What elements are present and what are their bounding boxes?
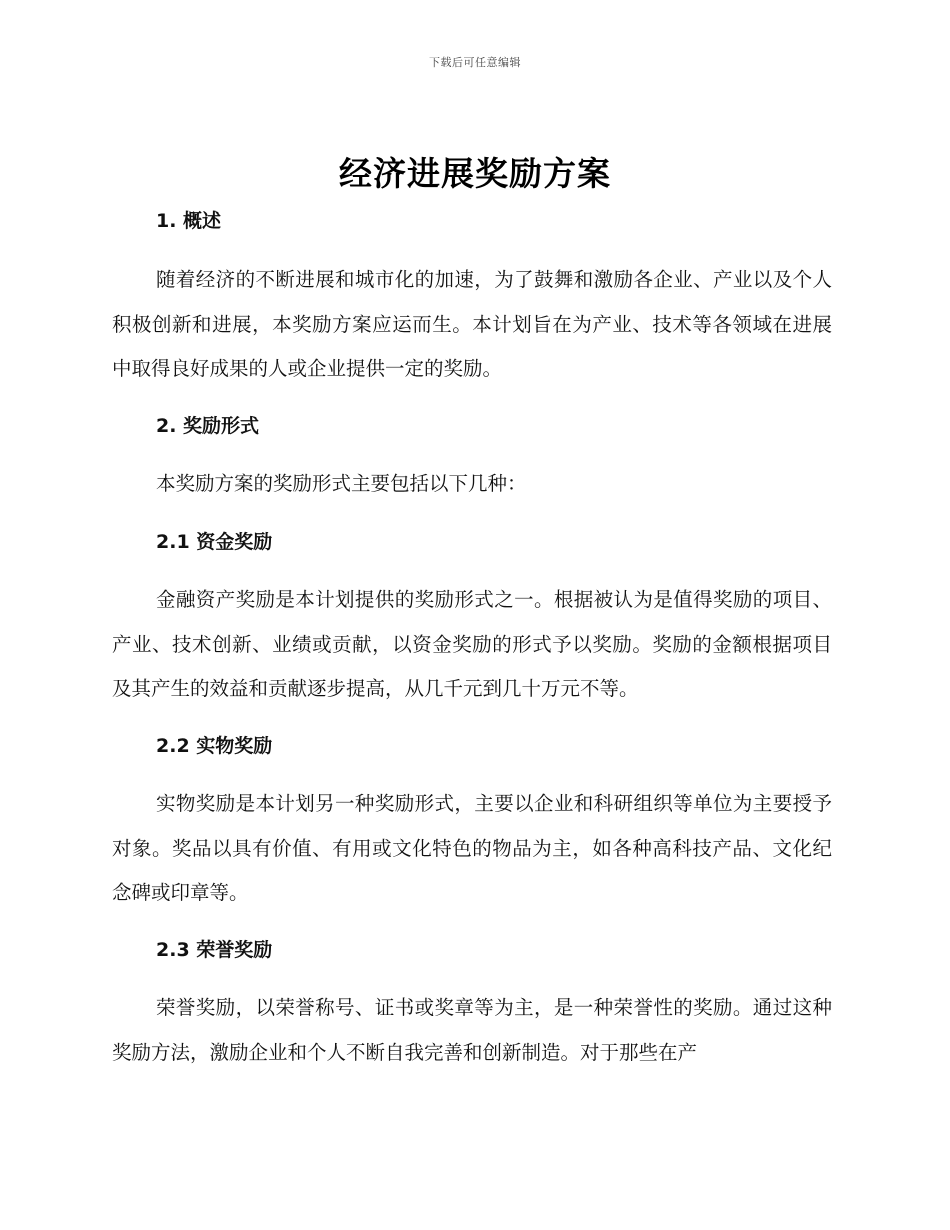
section-heading-material-reward: 2.2 实物奖励 xyxy=(156,735,273,757)
section-paragraph-honor-reward: 荣誉奖励，以荣誉称号、证书或奖章等为主，是一种荣誉性的奖励。通过这种奖励方法，激励企业和个人不断自我完善和创新制造。对于那些在产 xyxy=(112,996,832,1064)
section-paragraph-reward-forms: 本奖励方案的奖励形式主要包括以下几种： xyxy=(156,472,527,495)
section-heading-overview: 1. 概述 xyxy=(156,210,222,232)
section-paragraph-material-reward: 实物奖励是本计划另一种奖励形式，主要以企业和科研组织等单位为主要授予对象。奖品以具有价值、有用或文化特色的物品为主，如各种高科技产品、文化纪念碑或印章等。 xyxy=(112,792,832,904)
document-title: 经济进展奖励方案 xyxy=(339,154,611,193)
section-heading-reward-forms: 2. 奖励形式 xyxy=(156,415,260,437)
page-header-note: 下载后可任意编辑 xyxy=(429,56,521,69)
section-heading-cash-reward: 2.1 资金奖励 xyxy=(156,531,273,553)
section-paragraph-cash-reward: 金融资产奖励是本计划提供的奖励形式之一。根据被认为是值得奖励的项目、产业、技术创新、业绩或贡献，以资金奖励的形式予以奖励。奖励的金额根据项目及其产生的效益和贡献逐步提高，从几千元到几十万元不等。 xyxy=(112,588,832,700)
section-heading-honor-reward: 2.3 荣誉奖励 xyxy=(156,939,273,961)
section-paragraph-overview: 随着经济的不断进展和城市化的加速，为了鼓舞和激励各企业、产业以及个人积极创新和进展，本奖励方案应运而生。本计划旨在为产业、技术等各领域在进展中取得良好成果的人或企业提供一定的奖励。 xyxy=(112,268,832,380)
